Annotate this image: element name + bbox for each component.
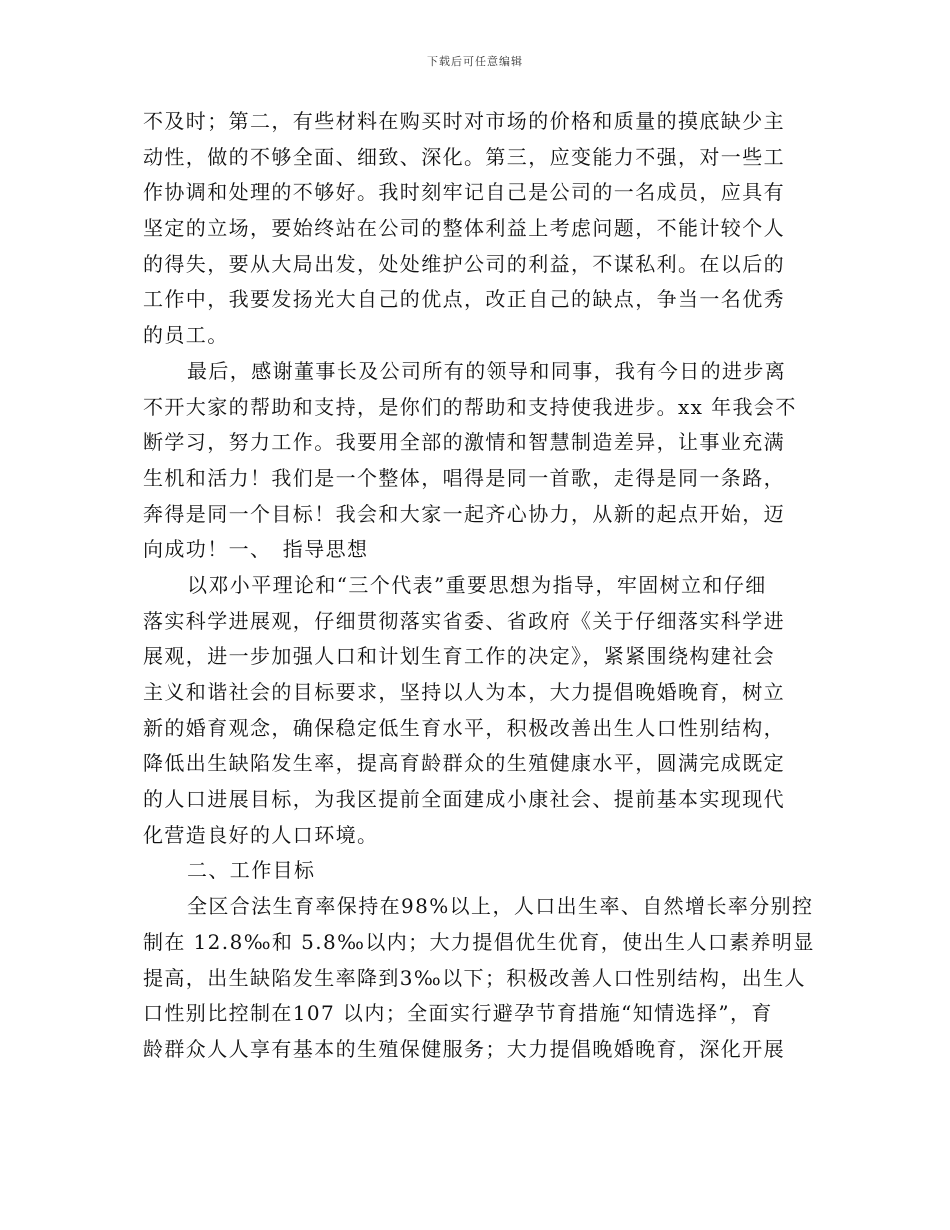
text-line: 生机和活力！我们是一个整体，唱得是同一首歌，走得是同一条路， — [143, 465, 785, 490]
text-line: 动性，做的不够全面、细致、深化。第三，应变能力不强，对一些工 — [143, 144, 785, 169]
text-line: 制在 12.8‰和 5.8‰以内；大力提倡优生优育，使出生人口素养明显 — [143, 929, 815, 954]
text-line: 主义和谐社会的目标要求，坚持以人为本，大力提倡晚婚晚育，树立 — [143, 680, 785, 704]
text-line: 全区合法生育率保持在98%以上，人口出生率、自然增长率分别控 — [187, 894, 814, 919]
text-line: 奔得是同一个目标！我会和大家一起齐心协力，从新的起点开始，迈 — [143, 501, 785, 526]
body-text — [143, 104, 815, 1068]
page-header: 下载后可任意编辑 — [427, 55, 523, 68]
text-line: 断学习，努力工作。我要用全部的激情和智慧制造差异，让事业充满 — [143, 430, 785, 455]
text-line: 坚定的立场，要始终站在公司的整体利益上考虑问题，不能计较个人 — [143, 216, 785, 241]
text-line: 不及时；第二，有些材料在购买时对市场的价格和质量的摸底缺少主 — [143, 109, 785, 133]
text-line: 提高，出生缺陷发生率降到3‰以下；积极改善人口性别结构，出生人 — [143, 965, 806, 990]
text-line: 龄群众人人享有基本的生殖保健服务；大力提倡晚婚晚育，深化开展 — [143, 1036, 785, 1061]
text-line: 化营造良好的人口环境。 — [143, 822, 379, 847]
text-line: 不开大家的帮助和支持，是你们的帮助和支持使我进步。xx 年我会不 — [143, 394, 797, 419]
text-line: 二、工作目标 — [187, 858, 316, 883]
text-line: 最后，感谢董事长及公司所有的领导和同事，我有今日的进步离 — [187, 358, 787, 383]
text-line: 落实科学进展观，仔细贯彻落实省委、省政府《关于仔细落实科学进 — [143, 608, 785, 633]
text-line: 新的婚育观念，确保稳定低生育水平，积极改善出生人口性别结构， — [143, 715, 785, 740]
text-line: 以邓小平理论和“三个代表”重要思想为指导，牢固树立和仔细 — [187, 572, 767, 597]
text-line: 口性别比控制在107 以内；全面实行避孕节育措施“知情选择”，育 — [143, 1001, 773, 1026]
text-line: 工作中，我要发扬光大自己的优点，改正自己的缺点，争当一名优秀 — [143, 287, 785, 312]
text-line: 向成功！一、 指导思想 — [143, 537, 369, 562]
text-line: 的员工。 — [143, 323, 229, 348]
text-line: 展观，进一步加强人口和计划生育工作的决定》，紧紧围绕构建社会 — [143, 644, 775, 669]
text-line: 降低出生缺陷发生率，提高育龄群众的生殖健康水平，圆满完成既定 — [143, 751, 785, 776]
text-line: 的得失，要从大局出发，处处维护公司的利益，不谋私利。在以后的 — [143, 251, 785, 276]
text-line: 作协调和处理的不够好。我时刻牢记自己是公司的一名成员，应具有 — [143, 180, 785, 205]
text-line: 的人口进展目标，为我区提前全面建成小康社会、提前基本实现现代 — [143, 787, 785, 812]
